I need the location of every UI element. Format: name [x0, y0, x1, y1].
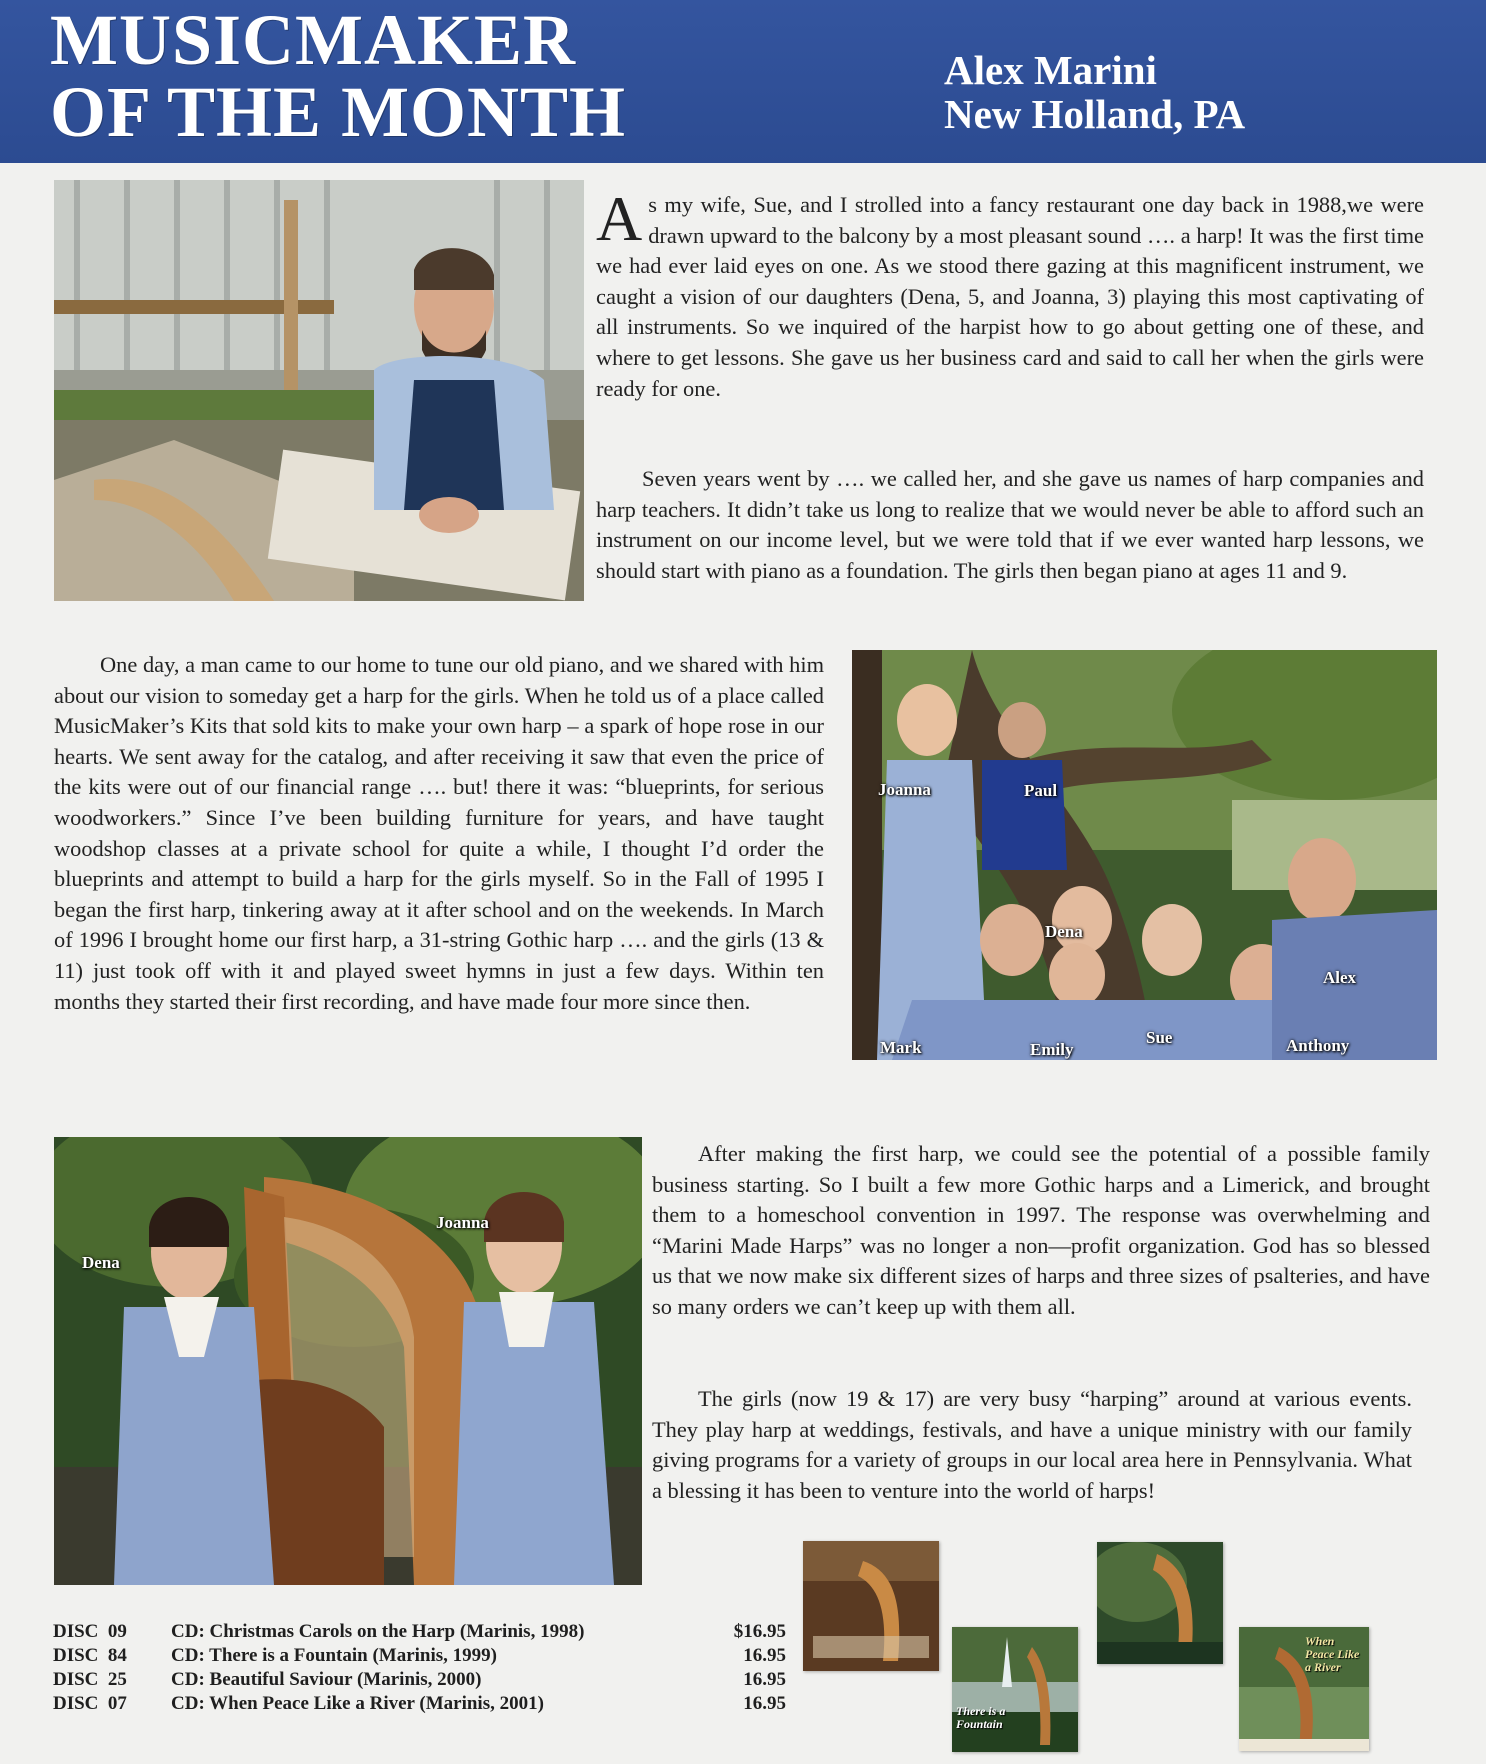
product-list	[53, 1620, 803, 1716]
product-code: DISC 09	[53, 1621, 127, 1642]
photo-harps	[54, 1137, 642, 1585]
label-sue: Sue	[1146, 1028, 1173, 1047]
product-price: $16.95	[733, 1621, 786, 1642]
product-price: 16.95	[743, 1645, 786, 1666]
product-code: DISC 25	[53, 1669, 127, 1690]
paragraph-4: After making the first harp, we could see the potential of a possible family business starting. So I built a few more Gothic harps and a Limerick, and brought them to a homeschool convention in 1997. The response was overwhelming and “Marini Made Harps” was no longer a non—profit organization. God has so blessed us that we now make six different sizes of harps and three sizes of psalteries, and have so many orders we can’t keep up with them all.	[652, 1141, 1430, 1319]
product-price: 16.95	[743, 1693, 786, 1714]
page-title	[50, 0, 627, 152]
product-description: CD: When Peace Like a River (Marinis, 2001)	[171, 1693, 544, 1714]
product-code: DISC 84	[53, 1645, 127, 1666]
label-alex: Alex	[1323, 968, 1357, 987]
product-row	[53, 1692, 803, 1716]
label-dena: Dena	[1045, 922, 1083, 941]
product-description: CD: Christmas Carols on the Harp (Marinis, 1998)	[171, 1621, 585, 1642]
product-description: CD: Beautiful Saviour (Marinis, 2000)	[171, 1669, 482, 1690]
cd-cover-beautiful-saviour	[1097, 1542, 1223, 1664]
paragraph-1-text: s my wife, Sue, and I strolled into a fancy restaurant one day back in 1988,we were drawn upward to the balcony by a most pleasant sound …. a harp! It was the first time we had ever laid eyes on one. As we stood there gazing at this magnificent instrument, we caught a vision of our daughters (Dena, 5, and Joanna, 3) playing this most captivating of all instruments. So we inquired of the harpist how to go about getting one of these, and where to get lessons. She gave us her business card and said to call her when the girls were ready for one.	[596, 192, 1424, 401]
label-paul: Paul	[1024, 781, 1058, 800]
cd-title-river: When Peace Like a River	[1305, 1634, 1360, 1674]
featured-location: New Holland, PA	[944, 91, 1246, 137]
cd-title-fountain: There is a Fountain	[956, 1704, 1006, 1731]
product-row	[53, 1668, 803, 1692]
featured-name: Alex Marini	[944, 47, 1157, 93]
paragraph-5: The girls (now 19 & 17) are very busy “harping” around at various events. They play harp at weddings, festivals, and have a unique ministry with our family giving programs for a variety of groups in our local area here in Pennsylvania. What a blessing it has been to venture into the world of harps!	[652, 1386, 1412, 1503]
drop-cap: A	[596, 183, 643, 254]
header-banner	[0, 0, 1486, 163]
label-anthony: Anthony	[1286, 1036, 1350, 1055]
paragraph-2: Seven years went by …. we called her, and she gave us names of harp companies and harp teachers. It didn’t take us long to realize that we would never be able to afford such an instrument on our income level, but we were told that if we ever wanted harp lessons, we should start with piano as a foundation. The girls then began piano at ages 11 and 9.	[596, 466, 1424, 583]
product-price: 16.95	[743, 1669, 786, 1690]
cd-cover-fountain	[952, 1627, 1078, 1752]
paragraph-1	[596, 183, 1424, 404]
label-dena-harp: Dena	[82, 1253, 120, 1272]
product-row	[53, 1644, 803, 1668]
byline	[944, 48, 1245, 136]
photo-woodworker	[54, 180, 584, 601]
cd-cover-peace-river	[1239, 1627, 1369, 1751]
label-joanna-harp: Joanna	[436, 1213, 489, 1232]
cd-cover-christmas-carols	[803, 1541, 939, 1671]
label-emily: Emily	[1030, 1040, 1074, 1059]
photo-family	[852, 650, 1437, 1060]
product-code: DISC 07	[53, 1693, 127, 1714]
label-mark: Mark	[880, 1038, 922, 1057]
product-description: CD: There is a Fountain (Marinis, 1999)	[171, 1645, 497, 1666]
title-line-2: OF THE MONTH	[50, 72, 627, 152]
label-joanna: Joanna	[878, 780, 931, 799]
title-line-1: MUSICMAKER	[50, 0, 576, 80]
paragraph-3: One day, a man came to our home to tune our old piano, and we shared with him about our vision to someday get a harp for the girls. When he told us of a place called MusicMaker’s Kits that sold kits to make your own harp – a spark of hope rose in our hearts. We sent away for the catalog, and after receiving it saw that even the price of the kits were out of our financial range …. but! there it was: “blueprints, for serious woodworkers.” Since I’ve been building furniture for years, and have taught woodshop classes at a private school for quite a while, I thought I’d order the blueprints and attempt to build a harp for the girls myself. So in the Fall of 1995 I began the first harp, tinkering away at it after school and on the weekends. In March of 1996 I brought home our first harp, a 31-string Gothic harp …. and the girls (13 & 11) just took off with it and played sweet hymns in just a few days. Within ten months they started their first recording, and have made four more since then.	[54, 652, 824, 1014]
product-row	[53, 1620, 803, 1644]
